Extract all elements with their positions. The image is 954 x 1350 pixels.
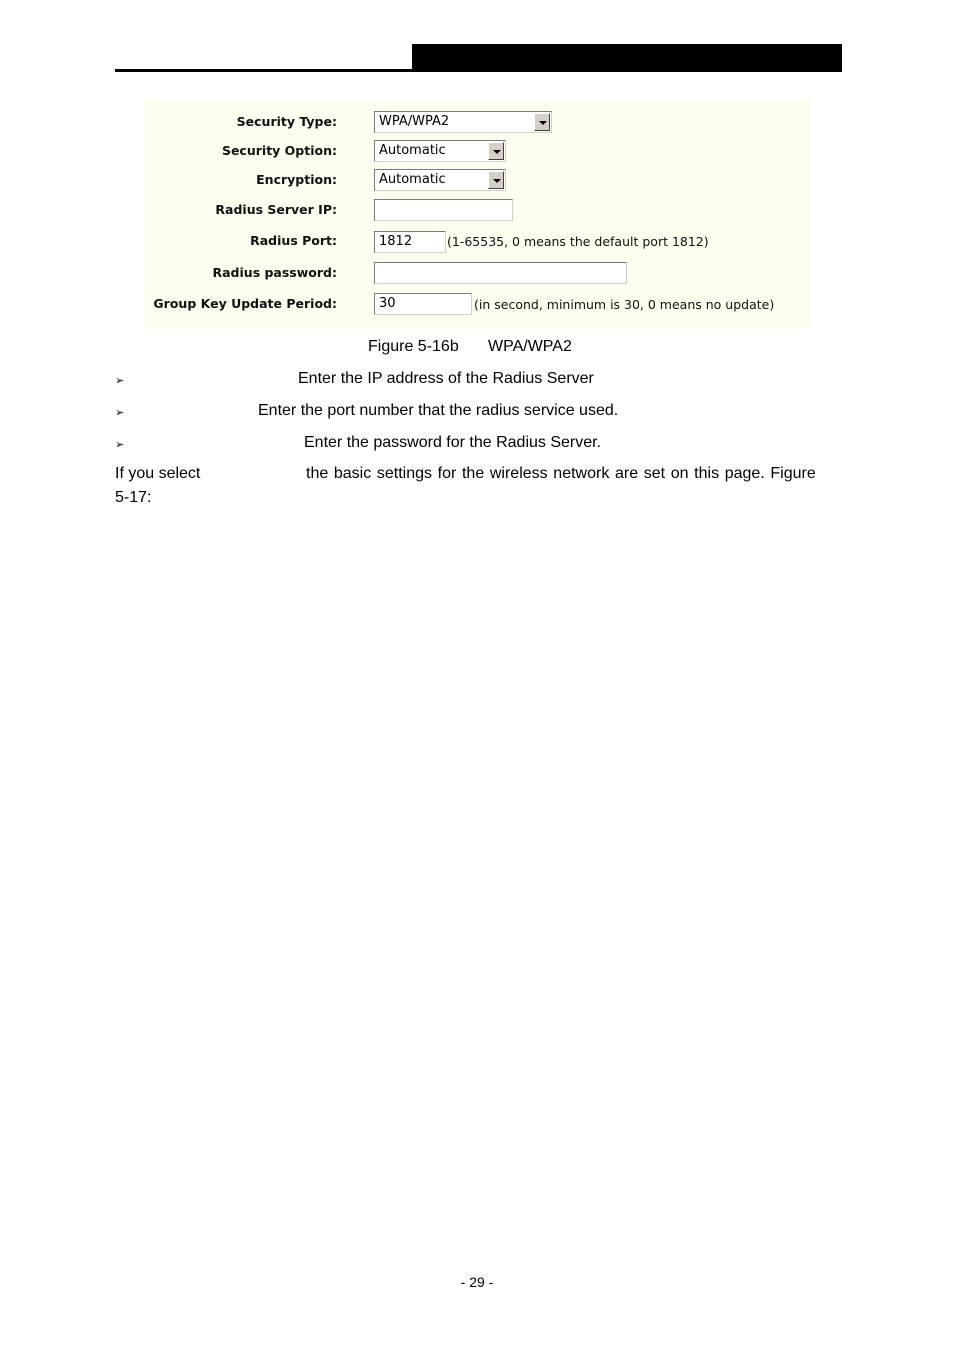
encryption-value: Automatic — [379, 172, 446, 187]
security-type-value: WPA/WPA2 — [379, 114, 450, 129]
radius-port-input[interactable]: 1812 — [374, 231, 446, 253]
header-bar — [412, 44, 842, 72]
radius-password-input[interactable] — [374, 262, 627, 284]
paragraph-part1: If you select — [115, 465, 201, 482]
bullet-text-radius-ip: Enter the IP address of the Radius Server — [298, 370, 594, 387]
radius-port-hint: (1-65535, 0 means the default port 1812) — [447, 234, 709, 249]
bullet-arrow-icon: ➢ — [115, 375, 125, 387]
radius-password-label: Radius password: — [212, 265, 337, 280]
chevron-down-icon[interactable] — [488, 142, 504, 160]
radius-server-ip-label: Radius Server IP: — [215, 202, 337, 217]
paragraph-part3: 5-17: — [115, 489, 152, 506]
security-option-value: Automatic — [379, 143, 446, 158]
encryption-label: Encryption: — [256, 172, 337, 187]
bullet-arrow-icon: ➢ — [115, 439, 125, 451]
bullet-text-radius-port: Enter the port number that the radius service used. — [258, 402, 619, 419]
figure-title: WPA/WPA2 — [488, 338, 572, 355]
paragraph-part2: the basic settings for the wireless network are set on this page. Figure — [306, 465, 816, 482]
chevron-down-icon[interactable] — [488, 171, 504, 189]
radius-server-ip-input[interactable] — [374, 199, 513, 221]
group-key-update-hint: (in second, minimum is 30, 0 means no update) — [474, 297, 775, 312]
page-number: - 29 - — [460, 1274, 494, 1290]
group-key-update-label: Group Key Update Period: — [153, 296, 337, 311]
security-type-select[interactable] — [374, 111, 552, 133]
header-rule — [115, 69, 413, 72]
encryption-select[interactable] — [374, 169, 506, 191]
security-option-select[interactable] — [374, 140, 506, 162]
wpa-settings-form — [144, 100, 810, 328]
group-key-update-input[interactable]: 30 — [374, 293, 472, 315]
chevron-down-icon[interactable] — [534, 113, 550, 131]
bullet-arrow-icon: ➢ — [115, 407, 125, 419]
figure-number: Figure 5-16b — [368, 338, 459, 355]
bullet-text-radius-password: Enter the password for the Radius Server. — [304, 434, 602, 451]
security-type-label: Security Type: — [236, 114, 337, 129]
radius-port-label: Radius Port: — [250, 233, 337, 248]
security-option-label: Security Option: — [221, 143, 337, 158]
